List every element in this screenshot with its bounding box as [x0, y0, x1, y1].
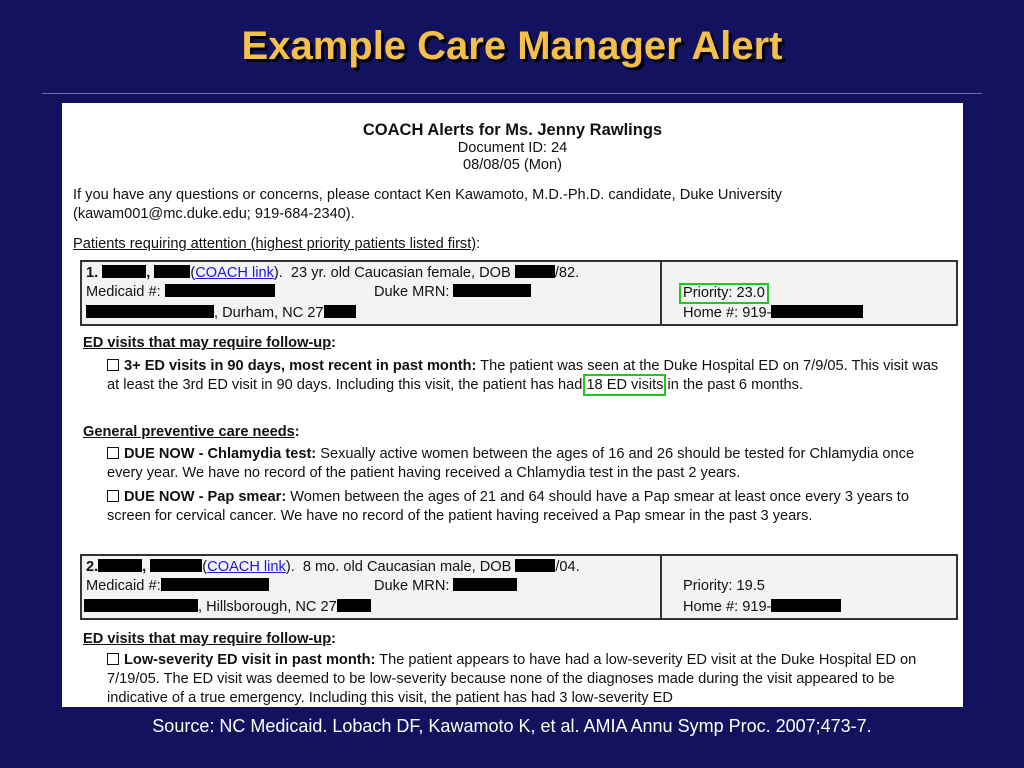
ed-visits-heading-1: ED visits that may require follow-up:	[83, 335, 337, 351]
patients-requiring-attention-label: Patients requiring attention (highest priority patients listed first):	[73, 236, 481, 252]
patient-2-address: , Hillsborough, NC 27	[84, 598, 371, 617]
preventive-care-heading: General preventive care needs:	[83, 424, 300, 440]
redaction	[102, 265, 146, 278]
redaction	[98, 559, 142, 572]
ed-visits-heading-2: ED visits that may require follow-up:	[83, 631, 337, 647]
coach-link-1[interactable]: COACH link	[195, 265, 274, 281]
patient-box-2	[80, 554, 958, 620]
redaction	[771, 599, 841, 612]
patient-1-home-phone: Home #: 919-	[683, 304, 863, 323]
ed-visits-highlight: 18 ED visits	[586, 377, 664, 393]
source-citation: Source: NC Medicaid. Lobach DF, Kawamoto K, et al. AMIA Annu Symp Proc. 2007;473-7.	[152, 716, 872, 736]
checkbox[interactable]	[107, 359, 119, 371]
chlamydia-item: DUE NOW - Chlamydia test: Sexually active women between the ages of 16 and 26 should be tested for Chlamydia once every year. We have no record of the patient having received a Chlamydia test in the past 2 years.	[107, 446, 915, 481]
redaction	[453, 578, 517, 591]
patient-1-line-1: 1. , (COACH link). 23 yr. old Caucasian female, DOB /82.	[86, 265, 580, 281]
checkbox[interactable]	[107, 653, 119, 665]
redaction	[324, 305, 356, 318]
redaction	[515, 265, 555, 278]
redaction	[150, 559, 202, 572]
redaction	[84, 599, 198, 612]
coach-link-2[interactable]: COACH link	[207, 559, 286, 575]
patient-2-line-1: 2. , (COACH link). 8 mo. old Caucasian male, DOB /04.	[86, 559, 580, 575]
redaction	[161, 578, 269, 591]
redaction	[86, 305, 214, 318]
intro-text: If you have any questions or concerns, please contact Ken Kawamoto, M.D.-Ph.D. candidate, Duke University (kawam001@mc.duke.edu; 919-684-2340).	[73, 187, 782, 222]
box-divider	[660, 262, 662, 324]
redaction	[165, 284, 275, 297]
document-header	[62, 120, 963, 174]
patient-2-medicaid: Medicaid #:	[86, 577, 269, 596]
redaction	[515, 559, 555, 572]
patient-1-address: , Durham, NC 27	[86, 304, 356, 323]
document-title: COACH Alerts for Ms. Jenny Rawlings	[362, 121, 663, 139]
ed-visits-item-2: Low-severity ED visit in past month: The patient appears to have had a low-severity ED visit at the Duke Hospital ED on 7/19/05. The ED visit was deemed to be low-severity because none of the diagnoses made during the visit appeared to be indicative of a true emergency. Including this visit, the patient has had 3 low-severity ED	[107, 652, 917, 706]
redaction	[453, 284, 531, 297]
pap-smear-item: DUE NOW - Pap smear: Women between the ages of 21 and 64 should have a Pap smear at least once every 3 years to screen for cervical cancer. We have no record of the patient having received a Pap smear in the past 3 years.	[107, 489, 909, 524]
patient-2-home-phone: Home #: 919-	[683, 598, 841, 617]
alert-document	[62, 103, 963, 707]
ed-visits-item-1: 3+ ED visits in 90 days, most recent in past month: The patient was seen at the Duke Hospital ED on 7/9/05. This visit was at least the 3rd ED visit in 90 days. Including this visit, the patient has had 18 ED visits in the past 6 months.	[107, 358, 939, 393]
document-date: 08/08/05 (Mon)	[463, 157, 562, 173]
patient-box-1	[80, 260, 958, 326]
patient-1-medicaid: Medicaid #:	[86, 283, 275, 302]
redaction	[154, 265, 190, 278]
checkbox[interactable]	[107, 490, 119, 502]
patient-1-mrn: Duke MRN:	[374, 283, 531, 302]
title-divider	[42, 93, 982, 94]
slide-title: Example Care Manager Alert	[241, 24, 783, 68]
patient-2-mrn: Duke MRN:	[374, 577, 517, 596]
document-id: Document ID: 24	[457, 140, 568, 156]
redaction	[337, 599, 371, 612]
checkbox[interactable]	[107, 447, 119, 459]
redaction	[771, 305, 863, 318]
box-divider	[660, 556, 662, 618]
patient-1-priority: Priority: 23.0	[679, 283, 769, 304]
patient-2-priority: Priority: 19.5	[683, 578, 765, 594]
